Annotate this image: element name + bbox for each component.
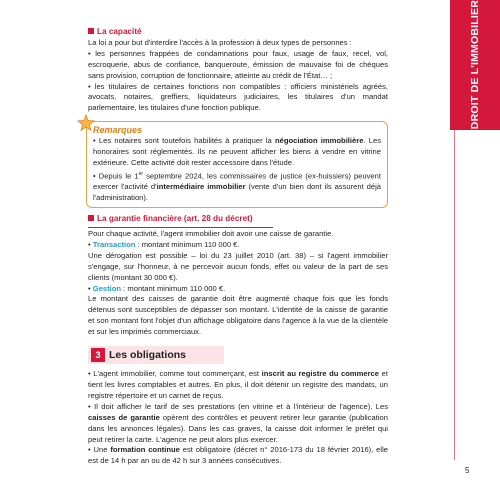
main-content bbox=[88, 27, 388, 467]
chapter-side-tab-label: DROIT DE L'IMMOBILIER bbox=[469, 0, 481, 130]
capacite-section bbox=[88, 27, 388, 114]
side-divider-line bbox=[454, 130, 455, 460]
obligation-2: • Il doit afficher le tarif de ses prestations (en vitrine et à l'intérieur de l'agence). Les caisses de garantie opèrent des contrôles et peuvent retirer leur garantie (publication dans les annonces légales). Dans les cas graves, la caisse doit informer le préfet qui peut retirer la carte. L'agence ne peut alors plus exercer. bbox=[88, 401, 388, 444]
garantie-derogation: Une dérogation est possible – loi du 23 juillet 2010 (art. 38) – si l'agent immobilier s'engage, sur l'honneur, à ne percevoir aucun fonds, effet ou valeur de la part de ses clients (montant 30 000 €). bbox=[88, 250, 388, 282]
garantie-section bbox=[88, 214, 388, 338]
capacite-item-1: • les personnes frappées de condamnations pour faux, usage de faux, recel, vol, escroquerie, abus de confiance, banqueroute, émission de mauvaise foi de chèques sans provision, corruption de fonctionnaire, atteinte au crédit de l'État… ; bbox=[88, 48, 388, 80]
obligations-heading bbox=[88, 346, 388, 364]
obligations-section bbox=[88, 369, 388, 467]
garantie-underline bbox=[88, 227, 273, 228]
remarque-2: • Depuis le 1er septembre 2024, les commissaires de justice (ex-huissiers) peuvent exercer l'activité d'intermédiaire immobilier (vente d'un bien dont ils assurent déjà l'administration). bbox=[93, 170, 381, 203]
section-number: 3 bbox=[91, 348, 105, 362]
obligation-3: • Une formation continue est obligatoire (décret n° 2016-173 du 18 février 2016), elle est de 14 h par an ou de 42 h sur 3 années consécutives. bbox=[88, 445, 389, 466]
page-number: 5 bbox=[465, 466, 470, 475]
capacite-item-2: • les titulaires de certaines fonctions non compatibles : officiers ministériels agréés, avocats, notaires, greffiers, liquidateurs judiciaires, les titulaires d'un mandat parlementaire, les titulaires d'une fonction publique. bbox=[88, 81, 388, 113]
chapter-side-tab bbox=[450, 0, 500, 130]
capacite-heading: La capacité bbox=[97, 27, 142, 36]
square-bullet-icon bbox=[88, 28, 94, 34]
garantie-heading: La garantie financière (art. 28 du décret) bbox=[97, 214, 253, 224]
star-icon bbox=[77, 114, 95, 132]
garantie-transaction: • Transaction : montant minimum 110 000 €. bbox=[88, 239, 240, 249]
obligations-title: Les obligations bbox=[109, 348, 187, 361]
remarque-1: • Les notaires sont toutefois habilités à pratiquer la négociation immobilière. Les honoraires sont réglementés. Ils ne peuvent afficher les biens à vendre en vitrine extérieure. Cette activité doit rester accessoire dans l'étude. bbox=[93, 136, 382, 167]
garantie-closing: Le montant des caisses de garantie doit être augmenté chaque fois que les fonds détenus sont susceptibles de dépasser son montant. L'identité de la caisse de garantie et son montant font l'objet d'un affichage obligatoire dans l'agence à la vue de la clientèle et sur les imprimés commerciaux. bbox=[88, 294, 388, 337]
square-bullet-icon bbox=[88, 215, 94, 221]
capacite-intro: La loi a pour but d'interdire l'accès à la profession à deux types de personnes : bbox=[88, 37, 352, 47]
remarques-title: Remarques bbox=[93, 125, 143, 136]
remarques-box bbox=[86, 121, 388, 208]
garantie-gestion: • Gestion : montant minimum 110 000 €. bbox=[88, 283, 226, 293]
garantie-intro: Pour chaque activité, l'agent immobilier doit avoir une caisse de garantie. bbox=[88, 229, 334, 239]
obligation-1: • L'agent immobilier, comme tout commerçant, est inscrit au registre du commerce et tient les livres comptables et autres. En plus, il doit détenir un registre des mandats, un registre répertoire et un carnet de reçus. bbox=[88, 369, 388, 400]
